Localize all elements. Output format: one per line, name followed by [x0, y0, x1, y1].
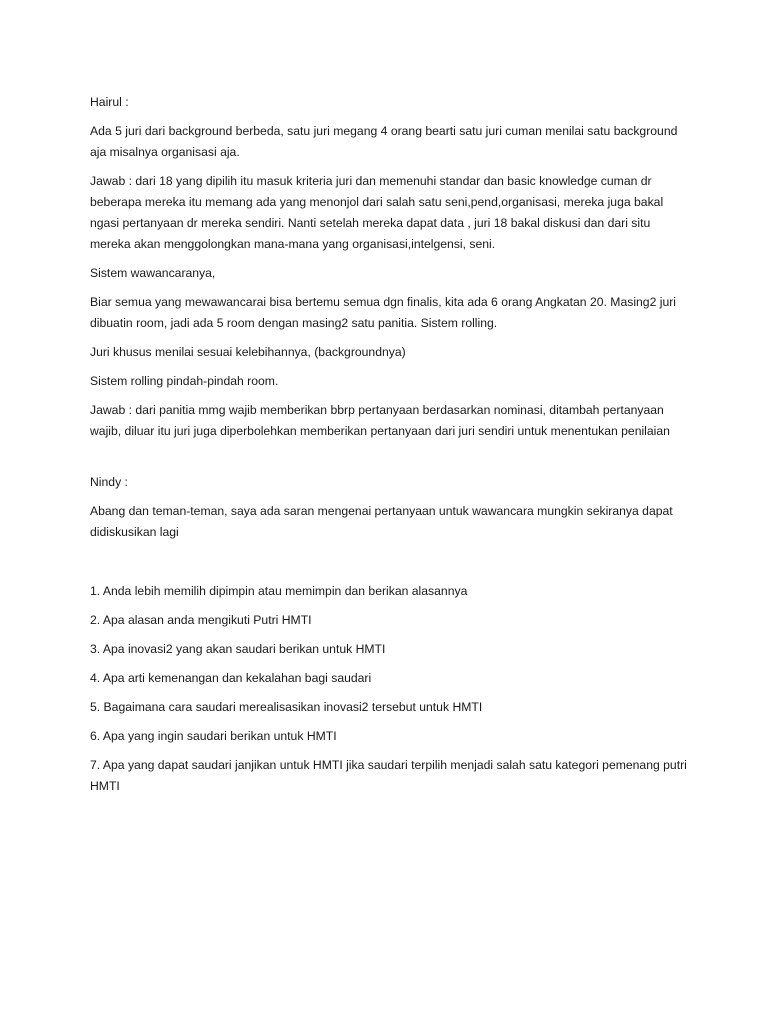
paragraph-interview-system: Sistem wawancaranya, — [90, 266, 216, 280]
speaker-name-hairul: Hairul : — [90, 95, 129, 109]
paragraph-special-jury: Juri khusus menilai sesuai kelebihannya, (backgroundnya) — [90, 345, 406, 359]
paragraph-juri-background: Ada 5 juri dari background berbeda, satu juri megang 4 orang bearti satu juri cuman menilai satu background aja misalnya organisasi aja. — [90, 124, 678, 159]
list-item: 2. Apa alasan anda mengikuti Putri HMTI — [90, 613, 312, 627]
list-item: 4. Apa arti kemenangan dan kekalahan bagi saudari — [90, 671, 372, 685]
speaker-name-nindy: Nindy : — [90, 475, 128, 489]
list-item: 7. Apa yang dapat saudari janjikan untuk HMTI jika saudari terpilih menjadi salah satu kategori pemenang putri HMTI — [90, 758, 687, 793]
paragraph-finalist-rooms: Biar semua yang mewawancarai bisa bertemu semua dgn finalis, kita ada 6 orang Angkatan 20. Masing2 juri dibuatin room, jadi ada 5 room dengan masing2 satu panitia. Sistem rolling. — [90, 295, 677, 330]
list-item: 5. Bagaimana cara saudari merealisasikan inovasi2 tersebut untuk HMTI — [90, 700, 483, 714]
section-spacer — [90, 450, 690, 472]
list-item: 1. Anda lebih memilih dipimpin atau memimpin dan berikan alasannya — [90, 584, 468, 598]
paragraph-rolling-system: Sistem rolling pindah-pindah room. — [90, 374, 279, 388]
list-item: 6. Apa yang ingin saudari berikan untuk HMTI — [90, 729, 337, 743]
paragraph-answer-criteria: Jawab : dari 18 yang dipilih itu masuk kriteria juri dan memenuhi standar dan basic knowledge cuman dr beberapa mereka itu memang ada yang menonjol dari salah satu seni,pend,organisasi, mereka juga bakal ngasi pertanyaan dr mereka sendiri. Nanti setelah mereka dapat data , juri 18 bakal diskusi dan dari situ mereka akan menggolongkan mana-mana yang organisasi,intelgensi, seni. — [90, 174, 664, 251]
question-list — [90, 581, 690, 797]
list-spacer — [90, 551, 690, 581]
paragraph-suggestion-intro: Abang dan teman-teman, saya ada saran mengenai pertanyaan untuk wawancara mungkin sekiranya dapat didiskusikan lagi — [90, 504, 673, 539]
paragraph-answer-questions: Jawab : dari panitia mmg wajib memberikan bbrp pertanyaan berdasarkan nominasi, ditambah pertanyaan wajib, diluar itu juri juga diperbolehkan memberikan pertanyaan dari juri sendiri untuk menentukan penilaian — [90, 403, 670, 438]
document-body — [90, 92, 690, 805]
list-item: 3. Apa inovasi2 yang akan saudari berikan untuk HMTI — [90, 642, 386, 656]
